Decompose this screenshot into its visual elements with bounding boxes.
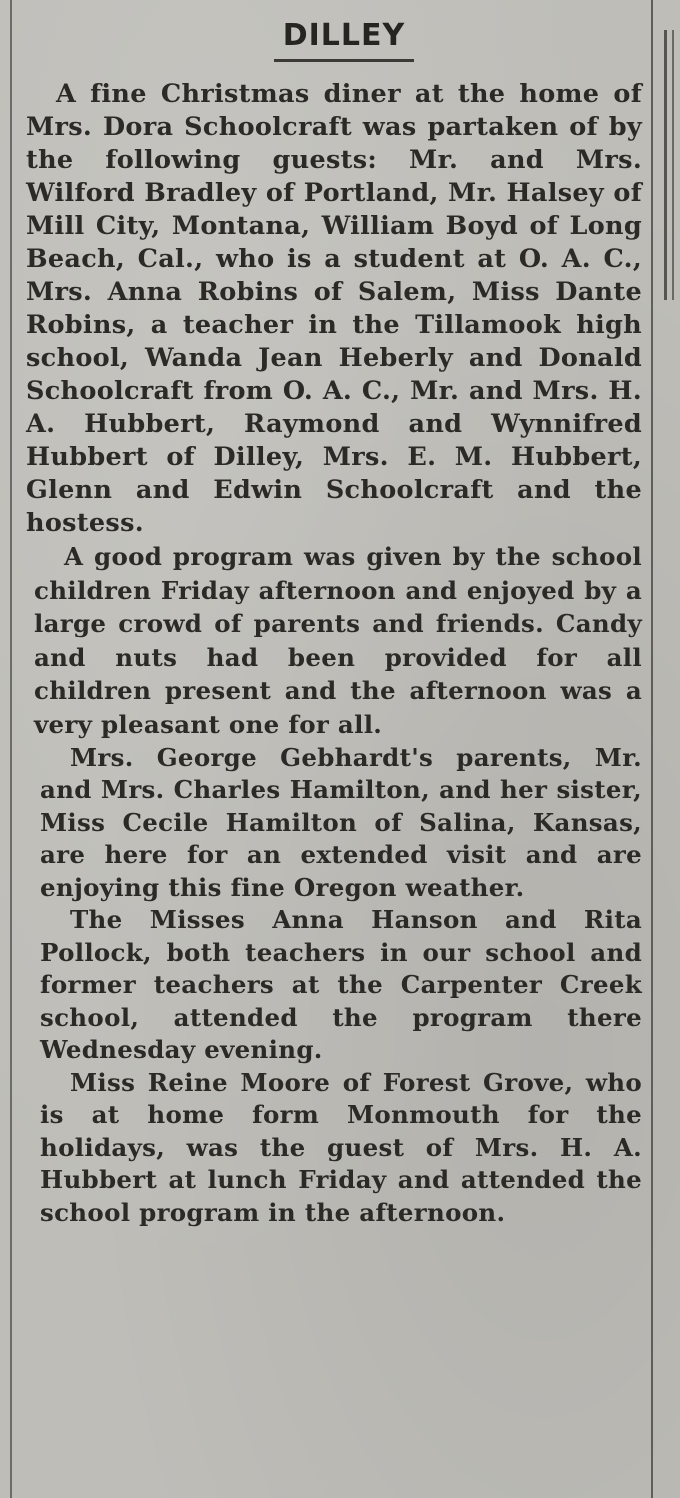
article-headline: DILLEY bbox=[282, 18, 406, 53]
article-paragraph-2: A good program was given by the school children Friday afternoon and enjoyed by a large crowd of parents and friends. Candy and nuts had been provided for all children present and the afternoon was a very pleasant one for all. bbox=[34, 542, 642, 739]
article-paragraph-4: The Misses Anna Hanson and Rita Pollock, both teachers in our school and former teachers at the Carpenter Creek school, attended the program there Wednesday evening. bbox=[40, 905, 642, 1065]
article bbox=[26, 18, 642, 1229]
article-paragraph-5: Miss Reine Moore of Forest Grove, who is at home form Monmouth for the holidays, was the guest of Mrs. H. A. Hubbert at lunch Friday and attended the school program in the afternoon. bbox=[40, 1067, 642, 1227]
column-rule-right bbox=[651, 0, 653, 1498]
column-rule-right-double bbox=[664, 30, 667, 300]
column-rule-right-double-2 bbox=[672, 30, 674, 300]
article-paragraph-1: A fine Christmas diner at the home of Mrs. Dora Schoolcraft was partaken of by the following guests: Mr. and Mrs. Wilford Bradley of Portland, Mr. Halsey of Mill City, Montana, William Boyd of Long Beach, Cal., who is a student at O. A. C., Mrs. Anna Robins of Salem, Miss Dante Robins, a teacher in the Tillamook high school, Wanda Jean Heberly and Donald Schoolcraft from O. A. C., Mr. and Mrs. H. A. Hubbert, Raymond and Wynnifred Hubbert of Dilley, Mrs. E. M. Hubbert, Glenn and Edwin Schoolcraft and the hostess. bbox=[26, 79, 642, 538]
column-rule-left bbox=[10, 0, 12, 1498]
article-paragraph-3: Mrs. George Gebhardt's parents, Mr. and Mrs. Charles Hamilton, and her sister, Miss Cecile Hamilton of Salina, Kansas, are here for an extended visit and are enjoying this fine Oregon weather. bbox=[40, 742, 642, 902]
headline-rule bbox=[274, 59, 414, 62]
